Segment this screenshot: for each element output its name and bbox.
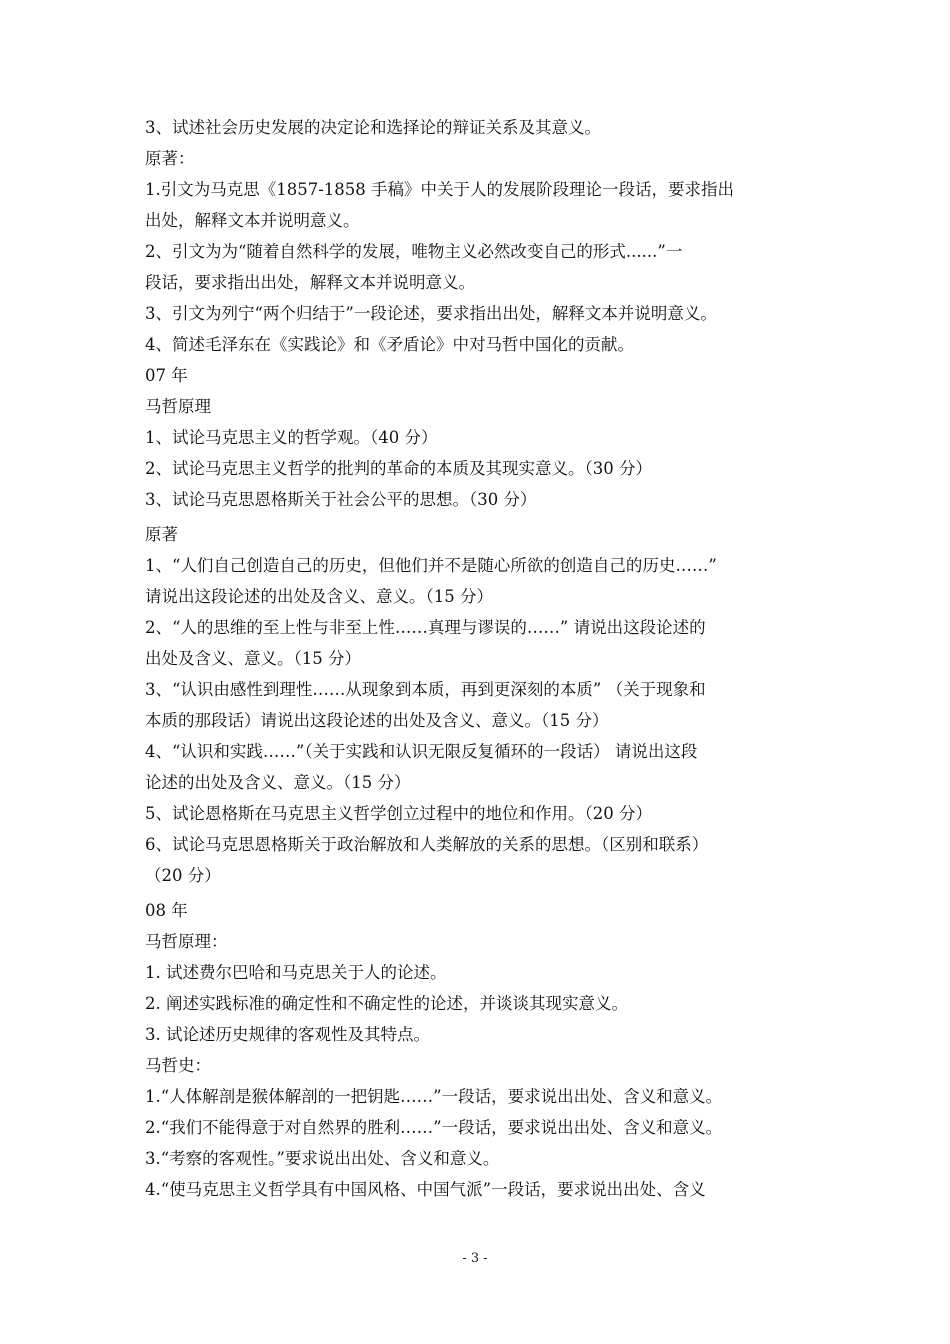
section-heading: 马哲原理 <box>145 397 211 416</box>
text-line: 1、“人们自己创造自己的历史，但他们并不是随心所欲的创造自己的历史……” <box>145 556 717 575</box>
text-line: 出处及含义、意义。（15 分） <box>145 649 361 668</box>
text-line: 3、试论马克思恩格斯关于社会公平的思想。（30 分） <box>145 490 537 509</box>
text-line: 4、“认识和实践……”（关于实践和认识无限反复循环的一段话） 请说出这段 <box>145 742 698 761</box>
text-line: 1.引文为马克思《1857-1858 手稿》中关于人的发展阶段理论一段话，要求指出 <box>145 180 735 199</box>
text-line: 4、简述毛泽东在《实践论》和《矛盾论》中对马哲中国化的贡献。 <box>145 335 634 354</box>
text-line: 5、试论恩格斯在马克思主义哲学创立过程中的地位和作用。（20 分） <box>145 804 652 823</box>
section-heading: 马哲史： <box>145 1056 211 1075</box>
text-line: 1、试论马克思主义的哲学观。（40 分） <box>145 428 438 447</box>
text-line: 3、“认识由感性到理性……从现象到本质，再到更深刻的本质” （关于现象和 <box>145 680 706 699</box>
text-line: 段话，要求指出出处，解释文本并说明意义。 <box>145 273 475 292</box>
text-line: 出处，解释文本并说明意义。 <box>145 211 360 230</box>
text-line: 6、试论马克思恩格斯关于政治解放和人类解放的关系的思想。（区别和联系） <box>145 835 709 854</box>
text-line: 2、试论马克思主义哲学的批判的革命的本质及其现实意义。（30 分） <box>145 459 652 478</box>
section-year: 08 年 <box>145 901 188 920</box>
text-line: （20 分） <box>145 866 221 885</box>
section-year: 07 年 <box>145 366 188 385</box>
section-heading: 马哲原理： <box>145 932 228 951</box>
text-line: 1.“人体解剖是猴体解剖的一把钥匙……”一段话，要求说出出处、含义和意义。 <box>145 1087 723 1106</box>
document-body <box>145 112 813 1205</box>
text-line: 2. 阐述实践标准的确定性和不确定性的论述，并谈谈其现实意义。 <box>145 994 628 1013</box>
text-line: 2.“我们不能得意于对自然界的胜利……”一段话，要求说出出处、含义和意义。 <box>145 1118 723 1137</box>
text-line: 3、引文为列宁“两个归结于”一段论述，要求指出出处，解释文本并说明意义。 <box>145 304 717 323</box>
section-heading: 原著 <box>145 525 178 544</box>
text-line: 1. 试述费尔巴哈和马克思关于人的论述。 <box>145 963 447 982</box>
text-line: 原著： <box>145 149 195 168</box>
text-line: 论述的出处及含义、意义。（15 分） <box>145 773 411 792</box>
text-line: 3.“考察的客观性。”要求说出出处、含义和意义。 <box>145 1149 500 1168</box>
text-line: 本质的那段话）请说出这段论述的出处及含义、意义。（15 分） <box>145 711 609 730</box>
text-line: 3、试述社会历史发展的决定论和选择论的辩证关系及其意义。 <box>145 118 601 137</box>
text-line: 3. 试论述历史规律的客观性及其特点。 <box>145 1025 430 1044</box>
text-line: 2、引文为为“随着自然科学的发展，唯物主义必然改变自己的形式......”一 <box>145 242 683 261</box>
text-line: 2、“人的思维的至上性与非至上性……真理与谬误的……” 请说出这段论述的 <box>145 618 706 637</box>
text-line: 4.“使马克思主义哲学具有中国风格、中国气派”一段话，要求说出出处、含义 <box>145 1180 706 1199</box>
page-number: - 3 - <box>462 1251 488 1266</box>
text-line: 请说出这段论述的出处及含义、意义。（15 分） <box>145 587 493 606</box>
